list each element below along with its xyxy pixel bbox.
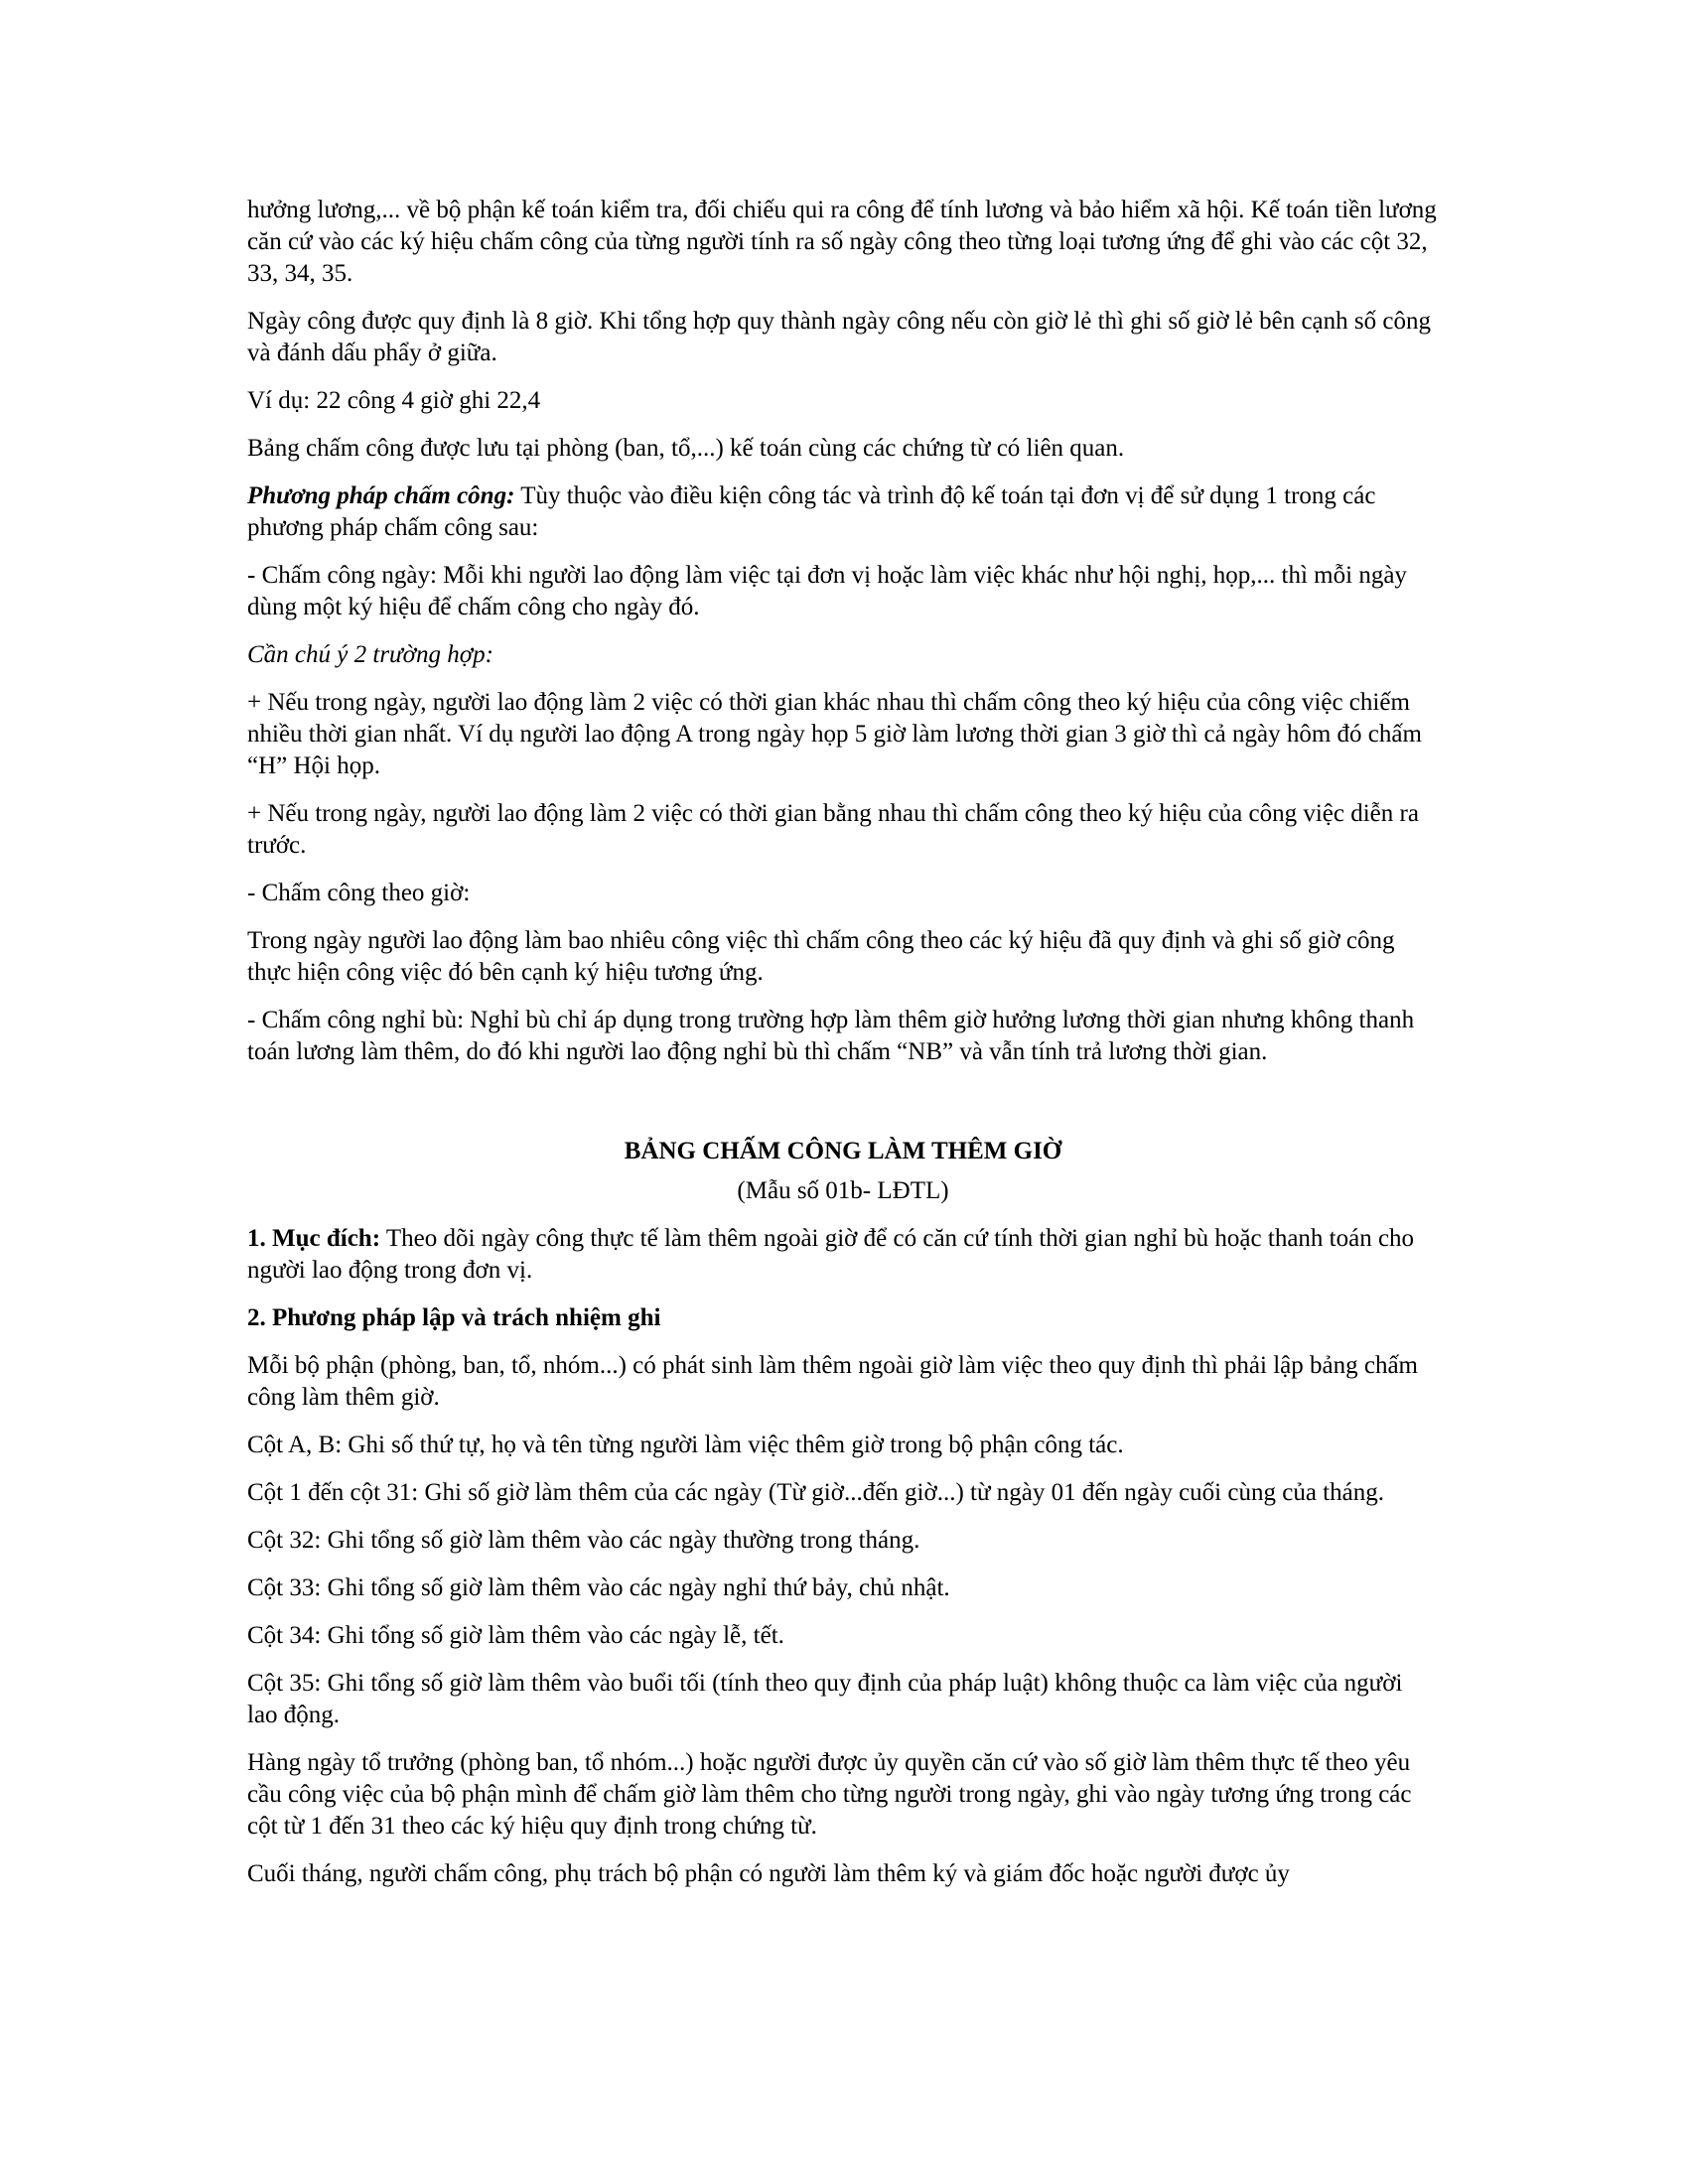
method-text: Tùy thuộc vào điều kiện công tác và trình độ kế toán tại đơn vị để sử dụng 1 trong các phương pháp chấm công sau: — [247, 482, 1376, 541]
paragraph-method — [247, 480, 1439, 544]
paragraph: Cột A, B: Ghi số thứ tự, họ và tên từng người làm việc thêm giờ trong bộ phận công tác. — [247, 1432, 1124, 1458]
method-heading: 2. Phương pháp lập và trách nhiệm ghi — [247, 1304, 661, 1331]
paragraph: Cột 34: Ghi tổng số giờ làm thêm vào các ngày lễ, tết. — [247, 1622, 784, 1649]
paragraph: + Nếu trong ngày, người lao động làm 2 việc có thời gian khác nhau thì chấm công theo ký hiệu của công việc chiếm nhiều thời gian nhất. Ví dụ người lao động A trong ngày họp 5 giờ làm lương thời gian 3 giờ thì cả ngày hôm đó chấm “H” Hội họp. — [247, 689, 1422, 779]
document-page — [247, 195, 1439, 1906]
purpose-text: Theo dõi ngày công thực tế làm thêm ngoài giờ để có căn cứ tính thời gian nghỉ bù hoặc thanh toán cho người lao động trong đơn vị. — [247, 1225, 1415, 1284]
paragraph: Hàng ngày tổ trưởng (phòng ban, tổ nhóm...) hoặc người được ủy quyền căn cứ vào số giờ làm thêm thực tế theo yêu cầu công việc của bộ phận mình để chấm giờ làm thêm cho từng người trong ngày, ghi vào ngày tương ứng trong các cột từ 1 đến 31 theo các ký hiệu quy định trong chứng từ. — [247, 1749, 1412, 1840]
section-title: BẢNG CHẤM CÔNG LÀM THÊM GIỜ — [624, 1138, 1062, 1164]
paragraph: Mỗi bộ phận (phòng, ban, tổ, nhóm...) có phát sinh làm thêm ngoài giờ làm việc theo quy định thì phải lập bảng chấm công làm thêm giờ. — [247, 1352, 1418, 1411]
paragraph-note: Cần chú ý 2 trường hợp: — [247, 641, 493, 668]
method-label: Phương pháp chấm công: — [247, 482, 515, 509]
paragraph: Ví dụ: 22 công 4 giờ ghi 22,4 — [247, 387, 541, 414]
paragraph: - Chấm công theo giờ: — [247, 880, 471, 906]
paragraph: Cột 32: Ghi tổng số giờ làm thêm vào các ngày thường trong tháng. — [247, 1527, 920, 1554]
paragraph: Trong ngày người lao động làm bao nhiêu công việc thì chấm công theo các ký hiệu đã quy định và ghi số giờ công thực hiện công việc đó bên cạnh ký hiệu tương ứng. — [247, 927, 1395, 986]
paragraph: + Nếu trong ngày, người lao động làm 2 việc có thời gian bằng nhau thì chấm công theo ký hiệu của công việc diễn ra trước. — [247, 800, 1419, 859]
paragraph: Bảng chấm công được lưu tại phòng (ban, tổ,...) kế toán cùng các chứng từ có liên quan. — [247, 435, 1125, 462]
paragraph: Cuối tháng, người chấm công, phụ trách bộ phận có người làm thêm ký và giám đốc hoặc người được ủy — [247, 1860, 1290, 1887]
paragraph: - Chấm công nghỉ bù: Nghỉ bù chỉ áp dụng trong trường hợp làm thêm giờ hưởng lương thời gian nhưng không thanh toán lương làm thêm, do đó khi người lao động nghỉ bù thì chấm “NB” và vẫn tính trả lương thời gian. — [247, 1007, 1415, 1065]
paragraph-purpose — [247, 1223, 1439, 1287]
paragraph: hưởng lương,... về bộ phận kế toán kiểm tra, đối chiếu qui ra công để tính lương và bảo hiểm xã hội. Kế toán tiền lương căn cứ vào các ký hiệu chấm công của từng người tính ra số ngày công theo từng loại tương ứng để ghi vào các cột 32, 33, 34, 35. — [247, 197, 1437, 287]
purpose-label: 1. Mục đích: — [247, 1225, 381, 1252]
paragraph: Cột 33: Ghi tổng số giờ làm thêm vào các ngày nghỉ thứ bảy, chủ nhật. — [247, 1574, 950, 1601]
paragraph: Ngày công được quy định là 8 giờ. Khi tổng hợp quy thành ngày công nếu còn giờ lẻ thì ghi số giờ lẻ bên cạnh số công và đánh dấu phẩy ở giữa. — [247, 308, 1431, 366]
paragraph: Cột 1 đến cột 31: Ghi số giờ làm thêm của các ngày (Từ giờ...đến giờ...) từ ngày 01 đến ngày cuối cùng của tháng. — [247, 1479, 1384, 1506]
paragraph: Cột 35: Ghi tổng số giờ làm thêm vào buổi tối (tính theo quy định của pháp luật) không thuộc ca làm việc của người lao động. — [247, 1670, 1403, 1728]
paragraph: - Chấm công ngày: Mỗi khi người lao động làm việc tại đơn vị hoặc làm việc khác như hội nghị, họp,... thì mỗi ngày dùng một ký hiệu để chấm công cho ngày đó. — [247, 562, 1407, 620]
section-subtitle: (Mẫu số 01b- LĐTL) — [737, 1177, 949, 1204]
